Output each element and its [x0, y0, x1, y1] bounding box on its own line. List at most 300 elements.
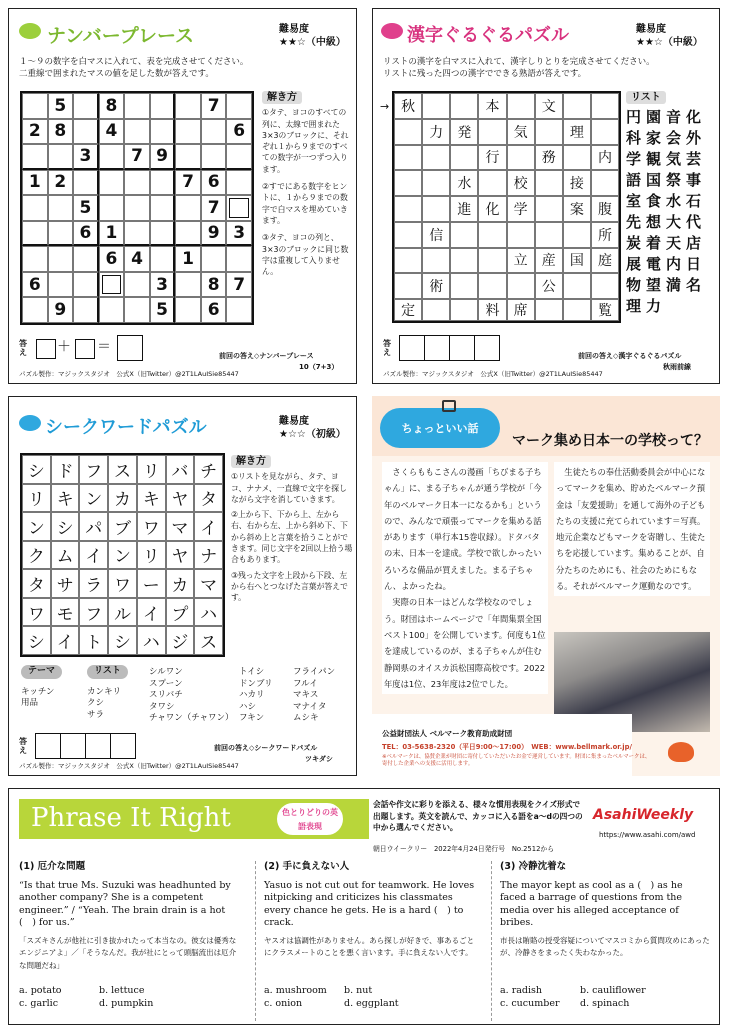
grid-cell[interactable]: [450, 93, 478, 119]
grid-cell[interactable]: [450, 222, 478, 248]
phrase-panel: [8, 788, 720, 1025]
credit: パズル製作：マジックスタジオ 公式X（旧Twitter）@2T1LAuISie85447: [19, 762, 239, 770]
grid-cell[interactable]: [73, 170, 99, 196]
grid-cell[interactable]: [48, 272, 74, 298]
grid-cell[interactable]: [201, 144, 227, 170]
grid-cell[interactable]: [394, 170, 422, 196]
question-heading: (3) 冷静沈着な: [500, 861, 567, 872]
question-japanese: 市長は賄賂の授受容疑についてマスコミから質問攻めにあったが、冷静さをまったく失わなかった。: [500, 935, 710, 957]
grid-cell[interactable]: [394, 119, 422, 145]
grid-cell[interactable]: [226, 144, 252, 170]
grid-cell: イ: [51, 626, 80, 655]
kanji-list-item: 大: [666, 213, 682, 232]
question-english: The mayor kept as cool as a ( ) as he faced a barrage of questions from the media over his alleged acceptance of bribes.: [500, 879, 683, 928]
grid-cell[interactable]: [175, 119, 201, 145]
essay-panel: [372, 396, 720, 776]
grid-cell: ン: [79, 484, 108, 513]
contact: TEL：03-5638-2320（平日9:00～17:00） WEB：www.bellmark.or.jp/: [382, 743, 632, 751]
grid-cell[interactable]: [175, 272, 201, 298]
grid-cell[interactable]: [478, 248, 506, 274]
kanji-list-item: 事: [686, 171, 702, 190]
seek-help: 解き方 ①リストを見ながら、タテ、ヨコ、ナナメ、一直線で文字を探しながら文字を消していきます。 ②上から下、下から上、左から右、右から左、上から斜め下、下から斜め上と言葉を拾うことができます。同じ文字を2回以上拾う場合もあります。 ③残った文字を上段から下段、左から右へとつなげた言葉が答えです。: [231, 456, 353, 603]
kanji-title: 漢字ぐるぐるパズル: [407, 25, 569, 46]
grid-cell: ハ: [194, 598, 223, 627]
grid-cell[interactable]: [422, 196, 450, 222]
grid-cell: 進: [450, 196, 478, 222]
grid-cell[interactable]: [48, 144, 74, 170]
grid-cell[interactable]: [99, 170, 125, 196]
grid-cell[interactable]: [422, 299, 450, 321]
grid-cell[interactable]: [175, 297, 201, 323]
grid-cell[interactable]: [563, 93, 591, 119]
question-heading: (1) 厄介な問題: [19, 861, 86, 872]
kanji-list-item: 学: [626, 150, 642, 169]
grid-cell[interactable]: [73, 93, 99, 119]
grid-cell[interactable]: [450, 248, 478, 274]
grid-cell: バ: [166, 455, 195, 484]
grid-cell: 6: [73, 221, 99, 247]
grid-cell: 理: [563, 119, 591, 145]
grid-cell: 4: [124, 246, 150, 272]
credit: パズル製作：マジックスタジオ 公式X（旧Twitter）@2T1LAuISie85447: [383, 370, 603, 378]
grid-cell[interactable]: [422, 93, 450, 119]
grid-cell: 産: [535, 248, 563, 274]
grid-cell: 1: [99, 221, 125, 247]
option-c[interactable]: c. onion: [264, 998, 303, 1009]
grid-cell: キ: [137, 484, 166, 513]
grid-cell: 5: [48, 93, 74, 119]
grid-cell: 6: [22, 272, 48, 298]
question-english: “Is that true Ms. Suzuki was headhunted by another company? She is a competent engineer.” / “Yeah. The brain drain is a hot ( ) for us.”: [19, 879, 231, 928]
kanji-list-item: 望: [646, 276, 662, 295]
grid-cell: ワ: [108, 569, 137, 598]
grid-cell[interactable]: [124, 195, 150, 221]
word-column: トイシ ドンブリ ハカリ ハシ フキン: [239, 667, 273, 723]
prev-answer-label: 前回の答え◇漢字ぐるぐるパズル: [578, 352, 682, 360]
grid-cell[interactable]: [99, 144, 125, 170]
phrase-title: Phrase It Right: [31, 803, 231, 833]
grid-cell[interactable]: [201, 246, 227, 272]
option-a[interactable]: a. mushroom: [264, 985, 327, 996]
grid-cell: 4: [99, 119, 125, 145]
grid-cell[interactable]: [48, 221, 74, 247]
essay-column-2: 生徒たちの奉仕活動委員会が中心になってマークを集め、貯めたベルマーク預金は「友愛援助」を通して海外の子どもたちの支援に充てられています＝写真。地元企業などもマークを寄贈し、生徒たちを応援しています。集めることが、自分たちのためにも、社会のためにもなる。それがベルマーク運動なのです。: [554, 462, 710, 596]
difficulty: 難易度 ★☆☆（初級）: [279, 416, 346, 440]
answer-box[interactable]: [36, 339, 56, 359]
answer-box[interactable]: [60, 733, 86, 759]
grid-cell: 3: [226, 221, 252, 247]
kanji-list-item: 食: [646, 192, 662, 211]
grid-cell: 信: [422, 222, 450, 248]
seek-title: シークワードパズル: [45, 417, 207, 438]
grid-cell[interactable]: [22, 221, 48, 247]
grid-cell: シ: [51, 512, 80, 541]
grid-cell: 7: [175, 170, 201, 196]
grid-cell[interactable]: [450, 145, 478, 171]
grid-cell: 立: [507, 248, 535, 274]
grid-cell[interactable]: [175, 195, 201, 221]
option-b[interactable]: b. lettuce: [99, 985, 145, 996]
instructions: リストの漢字を白マスに入れて、漢字しりとりを完成させてください。 リストに残った四つの漢字でできる熟語が答えです。: [383, 57, 655, 79]
grid-cell: 所: [591, 222, 619, 248]
grid-cell: フ: [79, 455, 108, 484]
credit: パズル製作：マジックスタジオ 公式X（旧Twitter）@2T1LAuISie85447: [19, 370, 239, 378]
grid-cell: 6: [226, 119, 252, 145]
grid-cell: シ: [108, 626, 137, 655]
grid-cell: 6: [201, 297, 227, 323]
kanji-list-item: 化: [686, 108, 702, 127]
grid-cell[interactable]: [22, 195, 48, 221]
question-2: [255, 861, 475, 1021]
grid-cell[interactable]: [73, 119, 99, 145]
grid-cell[interactable]: [507, 145, 535, 171]
question-english: Yasuo is not cut out for teamwork. He loves nitpicking and criticizes his classmates every chance he gets. He is a hard ( ) to crack.: [264, 879, 475, 928]
grid-cell[interactable]: [175, 221, 201, 247]
essay-badge: ちょっといい話: [380, 408, 500, 448]
answer-label: 答え: [19, 737, 27, 755]
grid-cell: 7: [226, 272, 252, 298]
grid-cell: フ: [79, 598, 108, 627]
grid-cell: 8: [201, 272, 227, 298]
grid-cell[interactable]: [535, 222, 563, 248]
grid-cell: ル: [108, 598, 137, 627]
grid-cell[interactable]: [394, 248, 422, 274]
grid-cell[interactable]: [450, 299, 478, 321]
grid-cell[interactable]: [478, 273, 506, 299]
grid-cell[interactable]: [478, 119, 506, 145]
grid-cell: 料: [478, 299, 506, 321]
grid-cell: ン: [108, 541, 137, 570]
grid-cell: 5: [150, 297, 176, 323]
grid-cell: リ: [137, 541, 166, 570]
grid-cell[interactable]: [535, 170, 563, 196]
grid-cell[interactable]: [394, 145, 422, 171]
grid-cell[interactable]: [150, 221, 176, 247]
brain-icon: [381, 23, 403, 39]
kanji-list-item: 国: [646, 171, 662, 190]
grid-cell: 国: [563, 248, 591, 274]
kanji-list-item: 名: [686, 276, 702, 295]
grid-cell[interactable]: [22, 93, 48, 119]
grid-cell: パ: [79, 512, 108, 541]
grid-cell[interactable]: [150, 170, 176, 196]
kanji-list-item: 気: [666, 150, 682, 169]
grid-cell: モ: [51, 598, 80, 627]
grid-cell: 7: [201, 93, 227, 119]
essay-column-1: さくらももこさんの漫画「ちびまる子ちゃん」に、まる子ちゃんが通う学校が「今年のベルマーク日本一になるかも」というので、みんなで頑張ってマークを集める話があります（単行本15巻収録）。ドタバタの末、日本一を達成。学校で欲しかったいろいろな備品が買えました。まる子ちゃん、よかったね。 実際の日本一はどんな学校なのでしょう。財団はホームページで「年間集票全国ベスト100」を公開しています。何度も1位を達成しているのが、まる子ちゃんが住む静岡県のオイスカ浜松国際高校です。2022年度は1位、23年度は2位でした。: [382, 462, 548, 694]
grid-cell[interactable]: [73, 272, 99, 298]
theme-column: テーマ キッチン 用品: [21, 665, 79, 710]
grid-cell: 席: [507, 299, 535, 321]
kanji-list-item: 炭: [626, 234, 642, 253]
grid-cell[interactable]: [591, 170, 619, 196]
grid-cell: ム: [51, 541, 80, 570]
grid-cell: 案: [563, 196, 591, 222]
grid-cell: プ: [166, 598, 195, 627]
number-place-panel: [8, 8, 357, 384]
grid-cell[interactable]: [99, 272, 125, 298]
kanji-list-item: 着: [646, 234, 662, 253]
prev-answer: ツキダシ: [305, 755, 333, 763]
grid-cell: 5: [73, 195, 99, 221]
grid-cell: 秋: [394, 93, 422, 119]
grid-cell: 腹: [591, 196, 619, 222]
grid-cell[interactable]: [563, 222, 591, 248]
grid-cell: 内: [591, 145, 619, 171]
kanji-list-item: 天: [666, 234, 682, 253]
scissors-icon: [442, 400, 456, 412]
grid-cell: 9: [150, 144, 176, 170]
essay-title: マーク集め日本一の学校って？: [512, 433, 708, 449]
grid-cell: カ: [166, 569, 195, 598]
grid-cell: ブ: [108, 512, 137, 541]
difficulty: 難易度 ★★☆（中級）: [636, 24, 703, 48]
grid-cell[interactable]: [22, 246, 48, 272]
grid-cell[interactable]: [226, 93, 252, 119]
grid-cell[interactable]: [73, 297, 99, 323]
grid-cell: 学: [507, 196, 535, 222]
brain-icon: [19, 415, 41, 431]
grid-cell[interactable]: [73, 246, 99, 272]
kanji-list-item: 室: [626, 192, 642, 211]
grid-cell[interactable]: [201, 119, 227, 145]
grid-cell[interactable]: [48, 246, 74, 272]
answer-box[interactable]: [449, 335, 475, 361]
issue-info: 朝日ウイークリー 2022年4月24日発行号 No.2512から: [373, 845, 554, 853]
answer-box[interactable]: [75, 339, 95, 359]
answer-boxes: [35, 733, 135, 759]
kanji-list-item: 電: [646, 255, 662, 274]
grid-cell[interactable]: [535, 119, 563, 145]
kanji-list-item: 水: [666, 192, 682, 211]
grid-cell: ス: [108, 455, 137, 484]
kanji-list: リスト 円 園 音 化 科 家 会 外 学 観 気 芸 語 国 祭 事 室 食 水 石 先 想 大 代 炭 着 天 店 展 電 内 日 物 望 満 名 理 力: [626, 91, 716, 316]
grid-cell: 水: [450, 170, 478, 196]
kanji-list-item: 理: [626, 297, 642, 316]
grid-cell[interactable]: [422, 145, 450, 171]
kanji-list-item: 先: [626, 213, 642, 232]
grid-cell[interactable]: [124, 297, 150, 323]
word-column: リスト カンキリ クシ サラ: [87, 665, 147, 721]
grid-cell: ハ: [137, 626, 166, 655]
seek-grid: [20, 453, 225, 657]
kanji-list-item: 店: [686, 234, 702, 253]
question-japanese: ヤスオは協調性がありません。あら探しが好きで、事あるごとにクラスメートのことを悪く言います。手に負えない人です。: [264, 935, 475, 957]
grid-cell[interactable]: [507, 222, 535, 248]
grid-cell: イ: [194, 512, 223, 541]
number-place-grid: [20, 91, 254, 325]
grid-cell: ン: [22, 512, 51, 541]
plus-sign: ＋: [57, 339, 71, 355]
grid-cell[interactable]: [507, 93, 535, 119]
brand-url: https://www.asahi.com/awd: [599, 831, 696, 839]
option-d[interactable]: d. pumpkin: [99, 998, 154, 1009]
grid-cell[interactable]: [124, 119, 150, 145]
option-b[interactable]: b. nut: [344, 985, 373, 996]
kanji-list-item: 園: [646, 108, 662, 127]
grid-cell[interactable]: [563, 145, 591, 171]
phrase-badge: 色とりどりの英語表現: [275, 801, 345, 837]
grid-cell[interactable]: [175, 93, 201, 119]
word-column: シルワン スプーン スリバチ タワシ チャワン（チャワン）: [149, 667, 234, 723]
kanji-list-item: 科: [626, 129, 642, 148]
kanji-list-item: 代: [686, 213, 702, 232]
grid-cell[interactable]: [124, 272, 150, 298]
option-c[interactable]: c. cucumber: [500, 998, 560, 1009]
grid-cell[interactable]: [175, 144, 201, 170]
grid-cell: 9: [48, 297, 74, 323]
grid-cell[interactable]: [22, 297, 48, 323]
grid-cell: ー: [137, 569, 166, 598]
grid-cell[interactable]: [150, 195, 176, 221]
grid-cell: シ: [22, 455, 51, 484]
grid-cell: 6: [99, 246, 125, 272]
grid-cell[interactable]: [591, 119, 619, 145]
grid-cell[interactable]: [478, 170, 506, 196]
grid-cell[interactable]: [591, 93, 619, 119]
grid-cell: マ: [194, 569, 223, 598]
grid-cell[interactable]: [563, 299, 591, 321]
grid-cell[interactable]: [535, 299, 563, 321]
phrase-intro: 会話や作文に彩りを添える、様々な慣用表現をクイズ形式で出題します。英文を読んで、カッコに入る語をa～dの四つの中から選んでください。: [373, 800, 583, 832]
grid-cell: 本: [478, 93, 506, 119]
difficulty: 難易度 ★★☆（中級）: [279, 24, 346, 48]
grid-cell: ラ: [79, 569, 108, 598]
start-arrow: →: [380, 100, 390, 113]
answer-box[interactable]: [399, 335, 425, 361]
instructions: １～９の数字を白マスに入れて、表を完成させてください。 二重線で囲まれたマスの値を足した数が答えです。: [19, 57, 249, 79]
kanji-list-item: 観: [646, 150, 662, 169]
grid-cell: ワ: [22, 598, 51, 627]
grid-cell[interactable]: [226, 297, 252, 323]
grid-cell[interactable]: [226, 246, 252, 272]
option-a[interactable]: a. potato: [19, 985, 62, 996]
grid-cell: リ: [137, 455, 166, 484]
grid-cell[interactable]: [124, 221, 150, 247]
grid-cell[interactable]: [226, 195, 252, 221]
grid-cell: 8: [99, 93, 125, 119]
grid-cell: ク: [22, 541, 51, 570]
kanji-list-item: 芸: [686, 150, 702, 169]
grid-cell[interactable]: [591, 273, 619, 299]
grid-cell: 1: [22, 170, 48, 196]
grid-cell: タ: [22, 569, 51, 598]
grid-cell: チ: [194, 455, 223, 484]
option-c[interactable]: c. garlic: [19, 998, 59, 1009]
grid-cell: 文: [535, 93, 563, 119]
grid-cell[interactable]: [22, 144, 48, 170]
answer-box[interactable]: [474, 335, 500, 361]
grid-cell[interactable]: [394, 222, 422, 248]
option-b[interactable]: b. cauliflower: [580, 985, 646, 996]
option-a[interactable]: a. radish: [500, 985, 543, 996]
answer-box[interactable]: [110, 733, 136, 759]
grid-cell[interactable]: [394, 196, 422, 222]
grid-cell[interactable]: [422, 170, 450, 196]
grid-cell: 2: [22, 119, 48, 145]
grid-cell: 9: [201, 221, 227, 247]
question-1: [19, 861, 239, 1021]
grid-cell: 接: [563, 170, 591, 196]
question-heading: (2) 手に負えない人: [264, 861, 350, 872]
kanji-list-item: 展: [626, 255, 642, 274]
grid-cell[interactable]: [478, 222, 506, 248]
grid-cell: 気: [507, 119, 535, 145]
answer-box[interactable]: [35, 733, 61, 759]
question-japanese: 「スズキさんが他社に引き抜かれたって本当なの。彼女は優秀なエンジニアよ」／「そうなんだ。我が社にとって頭脳流出は厄介な問題だね」: [19, 935, 237, 970]
grid-cell: シ: [22, 626, 51, 655]
grid-cell: ジ: [166, 626, 195, 655]
kanji-list-item: 石: [686, 192, 702, 211]
org-name: 公益財団法人 ベルマーク教育助成財団: [382, 729, 513, 738]
grid-cell[interactable]: [124, 170, 150, 196]
grid-cell[interactable]: [150, 119, 176, 145]
kanji-list-item: 音: [666, 108, 682, 127]
grid-cell[interactable]: [450, 273, 478, 299]
grid-cell: イ: [137, 598, 166, 627]
grid-cell: 発: [450, 119, 478, 145]
kanji-list-item: 日: [686, 255, 702, 274]
grid-cell: イ: [79, 541, 108, 570]
answer-box[interactable]: [424, 335, 450, 361]
kanji-list-item: 内: [666, 255, 682, 274]
grid-cell[interactable]: [535, 196, 563, 222]
kanji-list-item: 祭: [666, 171, 682, 190]
grid-cell[interactable]: [394, 273, 422, 299]
grid-cell: 定: [394, 299, 422, 321]
grid-cell: 3: [150, 272, 176, 298]
grid-cell[interactable]: [99, 195, 125, 221]
grid-cell[interactable]: [48, 195, 74, 221]
grid-cell[interactable]: [507, 273, 535, 299]
grid-cell: 化: [478, 196, 506, 222]
prev-answer: 秋雨前線: [663, 363, 691, 371]
grid-cell[interactable]: [563, 273, 591, 299]
grid-cell: サ: [51, 569, 80, 598]
kanji-list-item: 円: [626, 108, 642, 127]
grid-cell: タ: [194, 484, 223, 513]
grid-cell: 8: [48, 119, 74, 145]
kanji-list-item: 会: [666, 129, 682, 148]
grid-cell: カ: [108, 484, 137, 513]
grid-cell: ト: [79, 626, 108, 655]
note: ※ベルマークは、協賛企業が財団に寄付していただいたお金で運営しています。財団に集まったベルマークは、寄付した企業への支援に活用します。: [382, 754, 651, 767]
grid-cell[interactable]: [99, 297, 125, 323]
grid-cell: マ: [166, 512, 195, 541]
grid-cell: 覧: [591, 299, 619, 321]
grid-cell[interactable]: [226, 170, 252, 196]
grid-cell[interactable]: [422, 248, 450, 274]
option-d[interactable]: d. eggplant: [344, 998, 399, 1009]
grid-cell: 1: [175, 246, 201, 272]
equals-sign: ＝: [97, 339, 111, 355]
grid-cell[interactable]: [124, 93, 150, 119]
kanji-list-item: 物: [626, 276, 642, 295]
brand-logo: AsahiWeekly: [593, 807, 694, 823]
grid-cell[interactable]: [150, 246, 176, 272]
grid-cell: 校: [507, 170, 535, 196]
grid-cell: ド: [51, 455, 80, 484]
kanji-list-item: 語: [626, 171, 642, 190]
answer-box[interactable]: [85, 733, 111, 759]
option-d[interactable]: d. spinach: [580, 998, 630, 1009]
brain-icon: [19, 23, 41, 39]
answer-box[interactable]: [117, 335, 143, 361]
grid-cell: ス: [194, 626, 223, 655]
answer-label: 答え: [19, 339, 27, 357]
prev-answer: 10（7+3）: [299, 363, 339, 371]
grid-cell[interactable]: [150, 93, 176, 119]
